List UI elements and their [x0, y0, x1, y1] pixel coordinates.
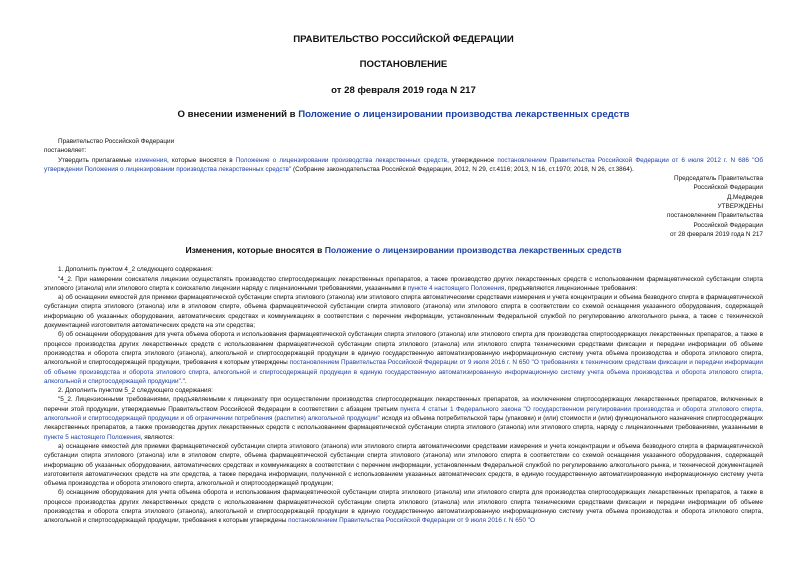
p52-text-b: исходя из объема потребительской тары (упаковки) и (или) стоимости и (или) функционального назначения спиртосодержащих лекарственных препаратов, а также производства других лекарственных средств с использованием фармацевтической субстанции спирта этилового (этанола) или этилового спирта, наряду с лицензионными требованиями, указанными в	[44, 415, 763, 432]
resolution-650-link[interactable]: постановлением Правительства Российской Федерации от 9 июля 2016 г. N 650 "О требованиях к техническим средствам фиксации и передачи информации об объеме производства и оборота этилового спирта, алкогольной и спиртосодержащей продукции в единую государственную автоматизированную информационную систему учета объема производства и оборота этилового спирта, алкогольной и спиртосодержащей продукции"	[44, 359, 763, 385]
signature-name: Д.Медведев	[726, 193, 763, 201]
resolution-686-link[interactable]: постановлением Правительства Российской Федерации от 6 июля 2012 г. N 686 "Об утверждении Положения о лицензировании производства лекарственных средств"	[44, 156, 763, 173]
paragraph-5-2-b	[44, 488, 763, 525]
p42-text-b: , предъявляются лицензионные требования:	[504, 284, 638, 292]
changes-title	[44, 245, 763, 256]
approval-government: Российской Федерации	[693, 221, 763, 229]
p52-text-a: "5_2. Лицензионными требованиями, предъявляемыми к лицензиату при осуществлении производства спиртосодержащих лекарственных препаратов, за исключением спиртосодержащих лекарственных препаратов, включенных в перечни этой продукции, утверждаемые Правительством Российской Федерации в соответствии с абзацем третьим	[44, 396, 763, 413]
item-1: 1. Дополнить пунктом 4_2 следующего содержания:	[58, 266, 213, 274]
changes-title-prefix: Изменения, которые вносятся в	[185, 245, 325, 256]
paragraph-4-2-a: а) об оснащении емкостей для приемки фармацевтической субстанции спирта этилового (этанола) или этилового спирта автоматическими средствами измерения и учета концентрации и объема безводного спирта в фармацевтической субстанции спирта этилового (этанола) или в этиловом спирте, объема фармацевтической субстанции спирта этилового (этанола) или этилового спирта в соответствии со схемой оснащения указанного оборудования, содержащей информацию об указанных оборудовании, автоматических средствах и коммуникациях в соответствии с перечнем информации, установленным Федеральной службой по регулированию алкогольного рынка, а также с технической документацией изготовителя автоматических средств на эти средства;	[44, 294, 763, 330]
resolution-650-link-2[interactable]: постановлением Правительства Российской Федерации от 9 июля 2016 г. N 650 "О	[288, 517, 535, 525]
approval-approved: УТВЕРЖДЕНЫ	[717, 203, 763, 211]
document-title	[44, 109, 763, 121]
signature-role-2: Российской Федерации	[693, 184, 763, 192]
point-4-link[interactable]: пункте 4 настоящего Положения	[407, 284, 505, 292]
government-title: ПРАВИТЕЛЬСТВО РОССИЙСКОЙ ФЕДЕРАЦИИ	[293, 34, 514, 45]
intro-text-3: , утвержденное	[447, 156, 498, 164]
changes-title-link[interactable]: Положение о лицензировании производства лекарственных средств	[324, 245, 622, 256]
p42b-text-1: б) об оснащении оборудования для учета объема оборота и использования фармацевтической субстанции спирта этилового (этанола) или этилового спирта для производства спиртосодержащих лекарственных препаратов, а также в процессе производства других лекарственных средств с использованием фармацевтической субстанции спирта этилового (этанола) или этилового спирта техническими средствами фиксации и передачи информации об объеме производства и оборота спирта этилового (этанола), алкогольной и спиртосодержащей продукции в единую государственную автоматизированную информационную систему учета объема производства и оборота этилового спирта, алкогольной и спиртосодержащей продукции, требования к которым утверждены	[44, 331, 763, 367]
federal-law-link[interactable]: пункта 4 статьи 1 Федерального закона "О государственном регулировании производства и оборота этилового спирта, алкогольной и спиртосодержащей продукции и об ограничении потребления (распития) алкогольной продукции"	[44, 405, 763, 423]
intro-resolves: постановляет:	[44, 147, 87, 155]
paragraph-4-2-b	[44, 330, 763, 386]
point-5-link[interactable]: пункте 5 настоящего Положения	[44, 433, 141, 441]
intro-paragraph	[44, 156, 763, 175]
p42-text-a: "4_2. При намерении соискателя лицензии осуществлять производство спиртосодержащих лекарственных препаратов, а также производство других лекарственных средств с использованием фармацевтической субстанции спирта этилового (этанола) или этилового спирта к соискателю лицензии наряду с лицензионными требованиями, указанными в	[44, 275, 763, 292]
paragraph-5-2-a: а) оснащение емкостей для приемки фармацевтической субстанции спирта этилового (этанола) или этилового спирта автоматическими средствами измерения и учета концентрации и объема безводного спирта в фармацевтической субстанции спирта этилового (этанола) или в этиловом спирте, объема фармацевтической субстанции спирта этилового (этанола) или этилового спирта в соответствии со схемой оснащения указанного оборудования, содержащей информацию об указанных оборудовании, автоматических средствах и коммуникациях в соответствии с перечнем информации, установленным Федеральной службой по регулированию алкогольного рынка, и технической документацией изготовителя автоматических средств на эти средства, а также передача информации, полученной с использованием указанных автоматических средств, в единую государственную автоматизированную информационную систему учета объема производства и оборота этилового спирта, алкогольной и спиртосодержащей продукции;	[44, 442, 763, 488]
intro-text-2: , которые вносятся в	[166, 156, 236, 164]
paragraph-5-2	[44, 395, 763, 441]
signature-role-1: Председатель Правительства	[674, 175, 763, 183]
document-date-number: от 28 февраля 2019 года N 217	[331, 85, 476, 96]
document-title-prefix: О внесении изменений в	[177, 109, 299, 120]
approval-by-resolution: постановлением Правительства	[667, 212, 763, 220]
p52b-text-1: б) оснащение оборудования для учета объема оборота и использования фармацевтической субстанции спирта этилового (этанола) или этилового спирта для производства спиртосодержащих лекарственных препаратов, а также в процессе производства других лекарственных средств с использованием фармацевтической субстанции спирта этилового (этанола) или этилового спирта техническими средствами фиксации и передачи информации об объеме производства и оборота спирта этилового (этанола), алкогольной и спиртосодержащей продукции в единую государственную автоматизированную информационную систему учета объема производства и оборота этилового спирта, алкогольной и спиртосодержащей продукции, требования к которым утверждены	[44, 489, 763, 525]
paragraph-4-2	[44, 275, 763, 294]
changes-link[interactable]: изменения	[134, 156, 167, 164]
intro-government: Правительство Российской Федерации	[58, 138, 175, 145]
p52-text-c: , являются:	[140, 433, 175, 441]
intro-text-4: (Собрание законодательства Российской Федерации, 2012, N 29, ст.4116; 2013, N 16, ст.1970; 2018, N 26, ст.3864).	[291, 165, 634, 173]
intro-text-1: Утвердить прилагаемые	[58, 156, 135, 164]
regulation-link[interactable]: Положение о лицензировании производства лекарственных средств	[235, 156, 448, 164]
document-title-link[interactable]: Положение о лицензировании производства лекарственных средств	[298, 109, 630, 120]
document-type: ПОСТАНОВЛЕНИЕ	[359, 59, 448, 70]
p42b-text-2: .".	[180, 377, 187, 385]
approval-date: от 28 февраля 2019 года N 217	[670, 230, 763, 238]
item-2: 2. Дополнить пунктом 5_2 следующего содержания:	[58, 387, 213, 395]
